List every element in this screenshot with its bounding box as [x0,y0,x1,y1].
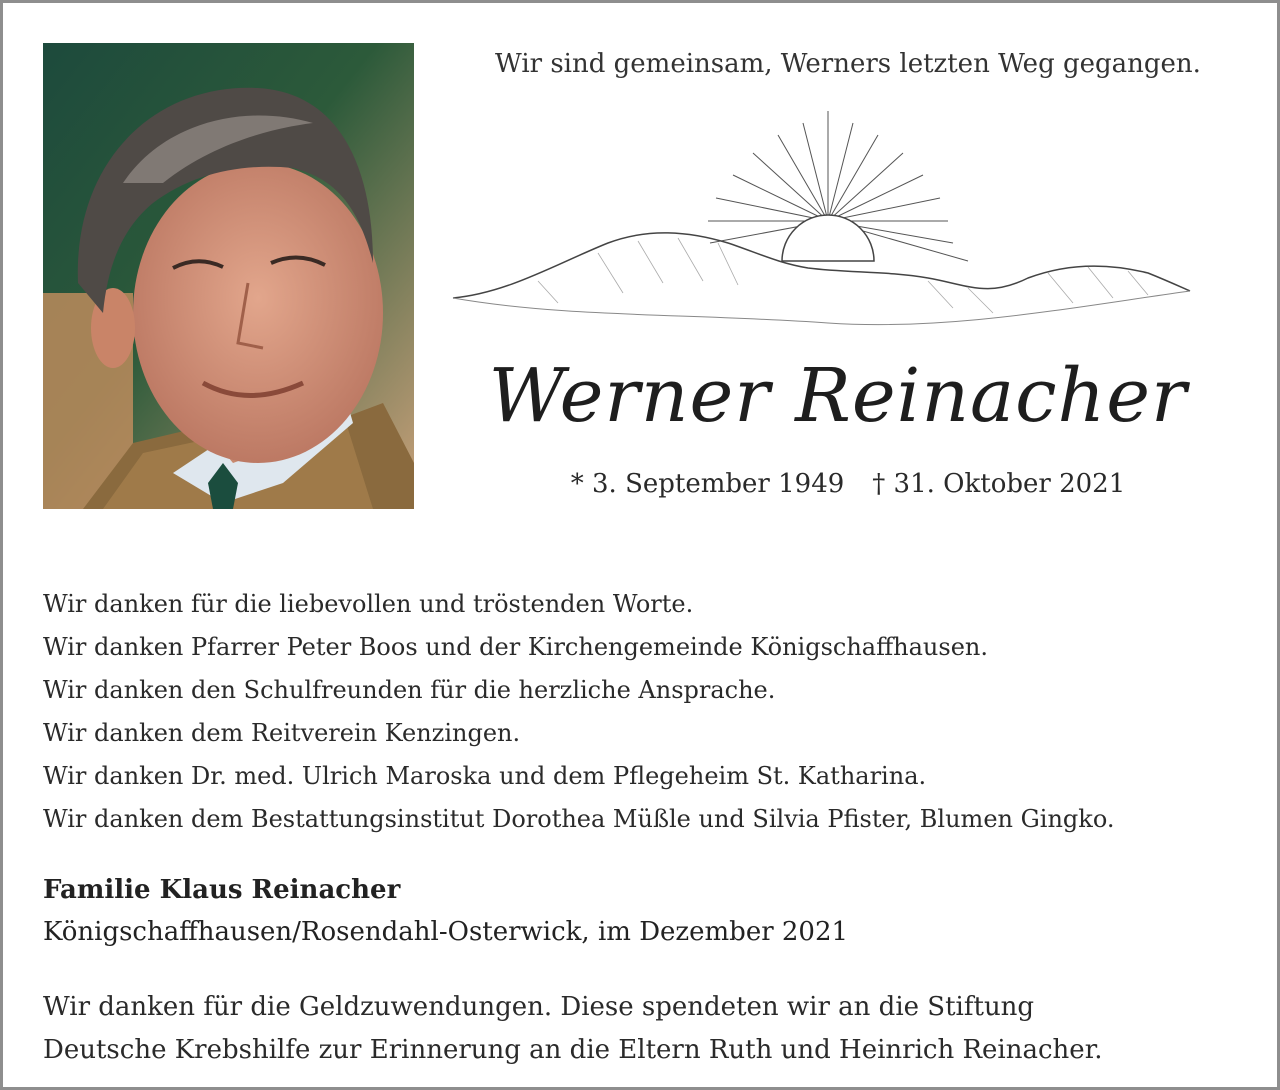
thanks-line: Wir danken dem Reitverein Kenzingen. [43,719,521,747]
life-dates [473,469,1223,499]
deceased-name: Werner Reinacher [488,353,1188,439]
thanks-line: Wir danken Dr. med. Ulrich Maroska und dem Pflegeheim St. Katharina. [43,762,927,790]
thanks-line: Wir danken dem Bestattungsinstitut Dorothea Müßle und Silvia Pfister, Blumen Gingko. [43,805,1115,833]
family-name: Familie Klaus Reinacher [43,875,401,905]
thanks-line: Wir danken den Schulfreunden für die herzliche Ansprache. [43,676,776,704]
thanks-line: Wir danken Pfarrer Peter Boos und der Kirchengemeinde Königschaffhausen. [43,633,988,661]
place-and-date: Königschaffhausen/Rosendahl-Osterwick, im Dezember 2021 [43,917,849,947]
portrait-photo [43,43,414,509]
motto-text: Wir sind gemeinsam, Werners letzten Weg gegangen. [495,49,1201,79]
donation-note [43,986,1243,1072]
thanks-list [43,583,1243,841]
death-date: † 31. Oktober 2021 [872,469,1126,499]
family-signature [43,869,1243,953]
donation-line: Deutsche Krebshilfe zur Erinnerung an die Eltern Ruth und Heinrich Reinacher. [43,1035,1103,1065]
thanks-line: Wir danken für die liebevollen und tröstenden Worte. [43,590,694,618]
birth-date: * 3. September 1949 [570,469,845,499]
sunset-mountains-illustration [448,103,1193,355]
donation-line: Wir danken für die Geldzuwendungen. Diese spendeten wir an die Stiftung [43,992,1035,1022]
